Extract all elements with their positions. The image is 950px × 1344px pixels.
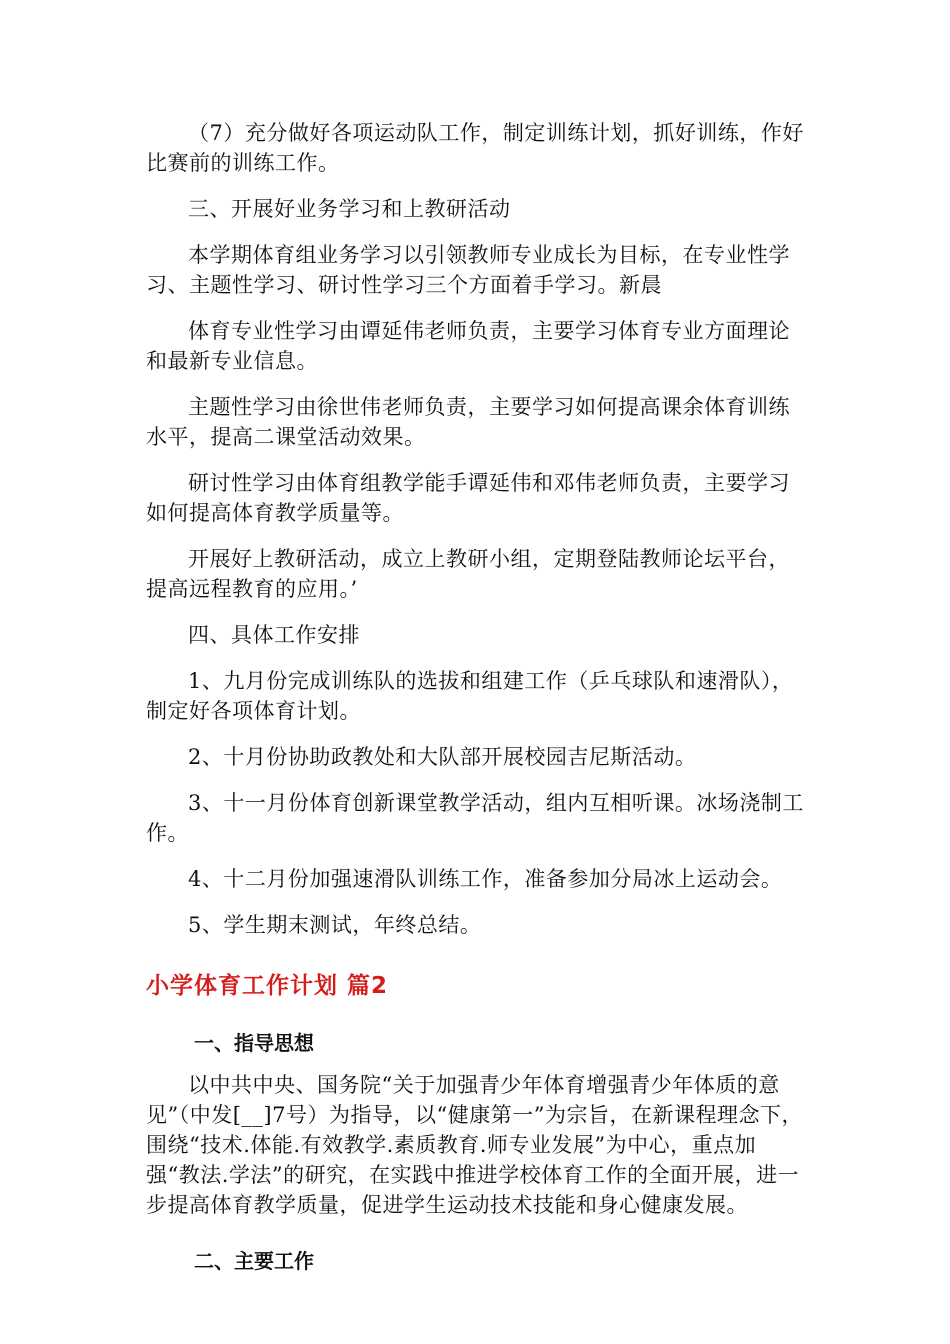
section-title: 小学体育工作计划 篇2 (146, 973, 389, 999)
heading-main-work: 二、主要工作 (194, 1249, 314, 1273)
schedule-item-october: 2、十月份协助政教处和大队部开展校园吉尼斯活动。 (188, 745, 697, 769)
schedule-item-december: 4、十二月份加强速滑队训练工作，准备参加分局冰上运动会。 (188, 867, 783, 891)
paragraph-seminar-study: 研讨性学习由体育组教学能手谭延伟和邓伟老师负责，主要学习如何提高体育教学质量等。 (146, 471, 790, 525)
schedule-item-september: 1、九月份完成训练队的选拔和组建工作（乒乓球队和速滑队），制定好各项体育计划。 (146, 669, 794, 723)
heading-teaching-research: 三、开展好业务学习和上教研活动 (188, 197, 511, 221)
heading-guiding-ideology: 一、指导思想 (194, 1031, 314, 1055)
schedule-item-final: 5、学生期末测试，年终总结。 (188, 913, 482, 937)
paragraph-research-activity: 开展好上教研活动，成立上教研小组，定期登陆教师论坛平台，提高远程教育的应用。’ (146, 547, 790, 601)
paragraph-guiding-ideology: 以中共中央、国务院“关于加强青少年体育增强青少年体质的意见”（中发[__]7号）为指导，以“健康第一”为宗旨，在新课程理念下，围绕“技术.体能.有效教学.素质教育.师专业发展”为中心，重点加强“教法.学法”的研究，在实践中推进学校体育工作的全面开展，进一步提高体育教学质量，促进学生运动技术技能和身心健康发展。 (146, 1073, 803, 1217)
paragraph-study-goals: 本学期体育组业务学习以引领教师专业成长为目标，在专业性学习、主题性学习、研讨性学习三个方面着手学习。新晨 (146, 243, 790, 297)
heading-work-schedule: 四、具体工作安排 (188, 623, 360, 647)
schedule-item-november: 3、十一月份体育创新课堂教学活动，组内互相听课。冰场浇制工作。 (146, 791, 804, 845)
paragraph-thematic-study: 主题性学习由徐世伟老师负责，主要学习如何提高课余体育训练水平，提高二课堂活动效果。 (146, 395, 790, 449)
paragraph-professional-study: 体育专业性学习由谭延伟老师负责，主要学习体育专业方面理论和最新专业信息。 (146, 319, 790, 373)
document-content (146, 118, 810, 1276)
paragraph-sports-teams: （7）充分做好各项运动队工作，制定训练计划，抓好训练，作好比赛前的训练工作。 (146, 121, 804, 175)
